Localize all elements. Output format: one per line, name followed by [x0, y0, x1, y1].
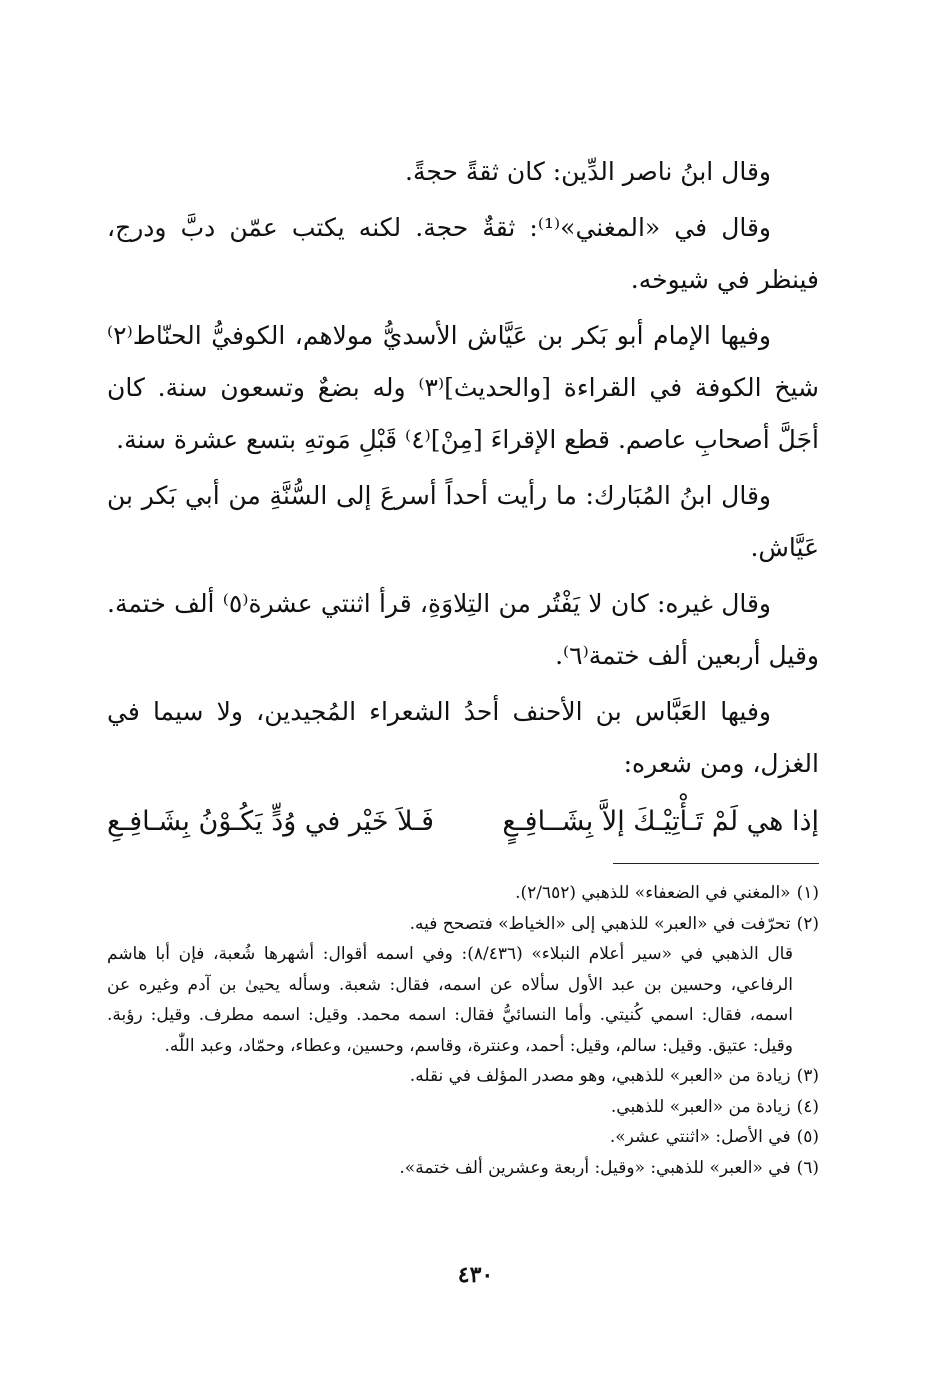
footnote-number: (٥) [796, 1127, 819, 1147]
footnotes [107, 878, 819, 1183]
page-number: ٤٣٠ [457, 1262, 494, 1288]
footnote-text: زيادة من «العبر» للذهبي. [610, 1096, 791, 1117]
footnote-text: زيادة من «العبر» للذهبي، وهو مصدر المؤلف في نقله. [409, 1066, 791, 1086]
footnote-number: (١) [796, 883, 819, 903]
paragraph-ibn-nasir: وقال ابنُ ناصر الدِّين: كان ثقةً حجةً. [405, 157, 771, 186]
paragraph-ibn-al-mubarak: وقال ابنُ المُبَارك: ما رأيت أحداً أسرعَ إلى السُّنَّةِ من أبي بَكر بن عَيَّاش. [107, 481, 819, 562]
poem-verse [107, 794, 819, 850]
footnote-number: (٢) [796, 913, 819, 934]
paragraph-abbas-ibn-al-ahnaf: وفيها العَبَّاس بن الأحنف أحدُ الشعراء المُجيدين، ولا سيما في الغزل، ومن شعره: [107, 697, 819, 778]
footnote-number: (٦) [796, 1157, 819, 1178]
footnote-separator [613, 863, 819, 864]
footnote-4 [107, 1092, 819, 1123]
footnote-2-continuation: قال الذهبي في «سير أعلام النبلاء» (٨/٤٣٦): وفي اسمه أقوال: أشهرها شُعبة، فإن أبا هاشم الرفاعي، وحسين بن عبد الأول سألاه عن اسمه، فقال: شعبة. وسأله يحيىٰ بن آدم وغيره عن اسمه، فقال: اسمي كُنيتي. وأما النسائيُّ فقال: اسمه محمد. وقيل: اسمه مطرف. وقيل: رؤبة. وقيل: عتيق. وقيل: سالم، وقيل: أحمد، وعنترة، وقاسم، وحسين، وعطاء، وحمّاد، وعبد اللّٰه. [107, 944, 793, 1056]
paragraph-khatma: وقال غيره: كان لا يَفْتُر من التِلاوَةِ، قرأ اثنتي عشرة⁽٥⁾ ألف ختمة. وقيل أربعين ألف ختمة⁽٦⁾. [107, 589, 819, 670]
footnote-text: في «العبر» للذهبي: «وقيل: أربعة وعشرين ألف ختمة». [399, 1157, 791, 1178]
footnote-number: (٤) [796, 1096, 819, 1117]
footnote-6 [107, 1153, 819, 1184]
footnote-3 [107, 1061, 819, 1092]
poem-second-hemistich: فَـلاَ خَيْر في وُدٍّ يَكُـوْنُ بِشَـافِـعِ [107, 806, 435, 837]
footnote-number: (٣) [796, 1066, 819, 1086]
footnote-text: تحرّفت في «العبر» للذهبي إلى «الخياط» فتصحح فيه. [409, 913, 791, 934]
poem-first-hemistich: إذا هي لَمْ تَـأْتِيْـكَ إلاَّ بِشَــافِـعٍ [502, 806, 819, 837]
footnote-5 [107, 1122, 819, 1153]
footnote-2 [107, 909, 819, 940]
footnote-text: في الأصل: «اثنتي عشر». [609, 1127, 791, 1147]
main-text [107, 146, 819, 850]
paragraph-abu-bakr-ibn-ayyash: وفيها الإمام أبو بَكر بن عَيَّاش الأسديُّ مولاهم، الكوفيُّ الحنّاط⁽٢⁾ شيخ الكوفة في القراءة [والحديث]⁽٣⁾ وله بضعٌ وتسعون سنة. كان أجَلَّ أصحابِ عاصم. قطع الإقراءَ [مِنْ]⁽٤⁾ قَبْلِ مَوتهِ بتسع عشرة سنة. [107, 321, 819, 454]
paragraph-mughni: وقال في «المغني»⁽¹⁾: ثقةٌ حجة. لكنه يكتب عمّن دبَّ ودرج، فينظر في شيوخه. [107, 213, 819, 294]
footnote-text: «المغني في الضعفاء» للذهبي (٢/٦٥٢). [515, 883, 791, 903]
footnote-1 [107, 878, 819, 909]
